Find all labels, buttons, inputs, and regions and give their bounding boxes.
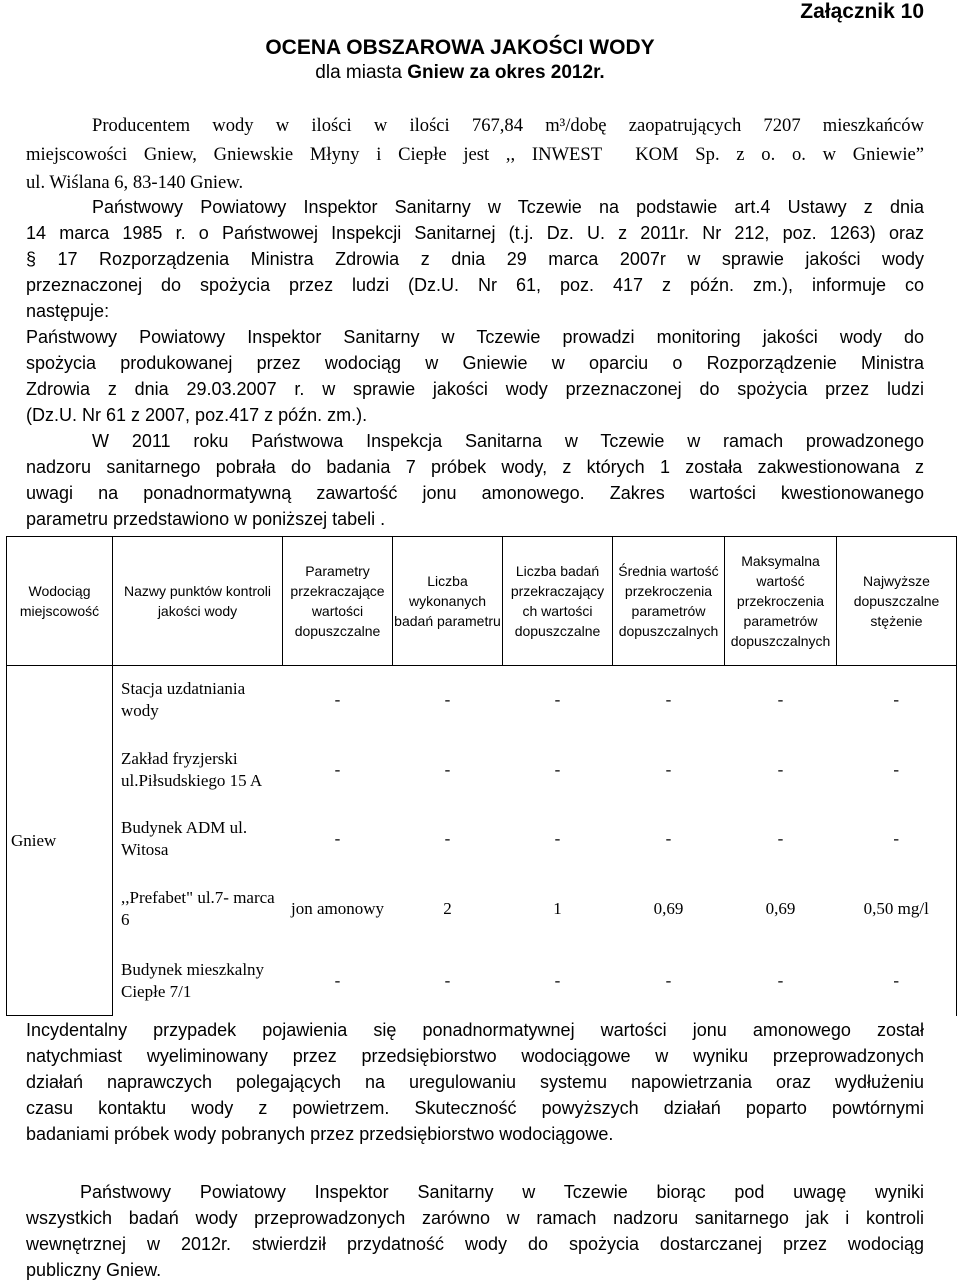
count-cell: - (444, 828, 451, 848)
count-cell: 2 (443, 898, 452, 918)
document-title: OCENA OBSZAROWA JAKOŚCI WODY (265, 36, 655, 59)
intro-line-3: ul. Wiślana 6, 83-140 Gniew. (26, 172, 244, 193)
monitoring-line-4: (Dz.U. Nr 61 z 2007, poz.417 z późn. zm.). (26, 405, 368, 425)
town-cell: Gniew (7, 666, 113, 1016)
point-cell: Stacja uzdatniania wody (121, 678, 246, 720)
table-row (7, 734, 957, 806)
monitoring-line-3: Zdrowia z dnia 29.03.2007 r. w sprawie jakości wody przeznaczonej do spożycia przez ludzi (26, 379, 924, 399)
limit-cell: - (837, 806, 957, 872)
avg-cell: - (665, 689, 672, 709)
summary-line-2: nadzoru sanitarnego pobrała do badania 7 próbek wody, z których 1 została zakwestionowana z (26, 457, 924, 477)
legal-line-2: 14 marca 1985 r. o Państwowej Inspekcji Sanitarnej (t.j. Dz. U. z 2011r. Nr 212, poz. 1263) oraz (26, 223, 924, 243)
conclusion-line-3: wewnętrznej w 2012r. stwierdził przydatność wody do spożycia dostarczanej przez wodociąg (26, 1234, 924, 1254)
param-cell: jon amonowy (290, 898, 385, 918)
subtitle-prefix: dla miasta (315, 62, 402, 83)
incident-line-5: badaniami próbek wody pobranych przez przedsiębiorstwo wodociągowe. (26, 1124, 614, 1144)
table-row (7, 872, 957, 946)
incident-line-4: czasu kontaktu wody z powietrzem. Skuteczność powyższych działań poparto powtórnymi (26, 1098, 924, 1118)
avg-cell: 0,69 (653, 898, 684, 918)
point-cell: ,,Prefabet" ul.7- marca 6 (121, 887, 275, 929)
exceed-cell: - (554, 970, 561, 990)
header-cell-tests-count: Liczba wykonanych badań parametru (393, 537, 503, 666)
point-cell: Budynek mieszkalny Ciepłe 7/1 (121, 959, 265, 1001)
param-cell: - (334, 759, 341, 779)
param-cell: - (334, 828, 341, 848)
legal-line-4: przeznaczonej do spożycia przez ludzi (Dz.U. Nr 61, poz. 417 z późn. zm.), informuje co (26, 275, 924, 295)
max-cell: - (777, 970, 784, 990)
monitoring-line-1: Państwowy Powiatowy Inspektor Sanitarny w Tczewie prowadzi monitoring jakości wody do (26, 327, 924, 347)
summary-line-4: parametru przedstawiono w poniższej tabeli . (26, 509, 386, 529)
avg-cell: - (665, 970, 672, 990)
document-subtitle (0, 62, 920, 84)
header-cell-avg-exceed: Średnia wartość przekroczenia parametrów dopuszczalnych (613, 537, 725, 666)
conclusion-line-2: wszystkich badań wody przeprowadzonych zarówno w ramach nadzoru sanitarnego jak i kontroli (26, 1208, 924, 1228)
header-cell-town: Wodociąg miejscowość (7, 537, 113, 666)
count-cell: - (444, 970, 451, 990)
param-cell: - (334, 970, 341, 990)
legal-line-3: § 17 Rozporządzenia Ministra Zdrowia z dnia 29 marca 2007r w sprawie jakości wody (26, 249, 924, 269)
param-cell: - (334, 689, 341, 709)
header-cell-max-exceed: Maksymalna wartość przekroczenia parametrów dopuszczalnych (725, 537, 837, 666)
incident-line-1: Incydentalny przypadek pojawienia się ponadnormatywnej wartości jonu amonowego został (26, 1020, 924, 1040)
incident-line-3: działań naprawczych polegających na uregulowaniu systemu napowietrzania oraz wydłużeniu (26, 1072, 924, 1092)
incident-line-2: natychmiast wyeliminowany przez przedsiębiorstwo wodociągowe w wyniku przeprowadzonych (26, 1046, 924, 1066)
legal-line-5: następuje: (26, 301, 110, 321)
limit-cell: - (837, 946, 957, 1016)
table-row (7, 946, 957, 1016)
point-cell: Zakład fryzjerski ul.Piłsudskiego 15 A (121, 748, 263, 790)
header-cell-limit: Najwyższe dopuszczalne stężenie (837, 537, 957, 666)
exceed-cell: 1 (553, 898, 562, 918)
summary-line-3: uwagi na ponadnormatywną zawartość jonu amonowego. Zakres wartości kwestionowanego (26, 483, 924, 503)
attachment-label: Załącznik 10 (800, 0, 924, 23)
limit-cell: 0,50 mg/l (837, 872, 957, 946)
max-cell: - (777, 828, 784, 848)
results-table (6, 536, 957, 1016)
limit-cell: - (837, 734, 957, 806)
avg-cell: - (665, 759, 672, 779)
limit-cell: - (837, 666, 957, 734)
conclusion-line-4: publiczny Gniew. (26, 1260, 162, 1280)
intro-line-1: Producentem wody w ilości w ilości 767,84 m³/dobę zaopatrujących 7207 mieszkańców (92, 115, 924, 136)
header-cell-points: Nazwy punktów kontroli jakości wody (113, 537, 283, 666)
intro-line-2: miejscowości Gniew, Gniewskie Młyny i Ciepłe jest ,, INWEST KOM Sp. z o. o. w Gniewie” (26, 144, 924, 165)
conclusion-line-1: Państwowy Powiatowy Inspektor Sanitarny w Tczewie biorąc pod uwagę wyniki (80, 1182, 924, 1202)
legal-line-1: Państwowy Powiatowy Inspektor Sanitarny w Tczewie na podstawie art.4 Ustawy z dnia (92, 197, 924, 217)
count-cell: - (444, 759, 451, 779)
exceed-cell: - (554, 759, 561, 779)
max-cell: 0,69 (765, 898, 796, 918)
monitoring-line-2: spożycia produkowanej przez wodociąg w Gniewie w oparciu o Rozporządzenie Ministra (26, 353, 924, 373)
count-cell: - (444, 689, 451, 709)
max-cell: - (777, 759, 784, 779)
subtitle-town-period: Gniew za okres 2012r. (407, 62, 605, 83)
header-cell-exceed-count: Liczba badań przekraczający ch wartości dopuszczalne (503, 537, 613, 666)
avg-cell: - (665, 828, 672, 848)
summary-line-1: W 2011 roku Państwowa Inspekcja Sanitarna w Tczewie w ramach prowadzonego (92, 431, 924, 451)
exceed-cell: - (554, 689, 561, 709)
exceed-cell: - (554, 828, 561, 848)
header-cell-parameters: Parametry przekraczające wartości dopuszczalne (283, 537, 393, 666)
max-cell: - (777, 689, 784, 709)
point-cell: Budynek ADM ul. Witosa (121, 817, 248, 859)
table-row (7, 666, 957, 734)
table-header-row (7, 537, 957, 666)
table-row (7, 806, 957, 872)
